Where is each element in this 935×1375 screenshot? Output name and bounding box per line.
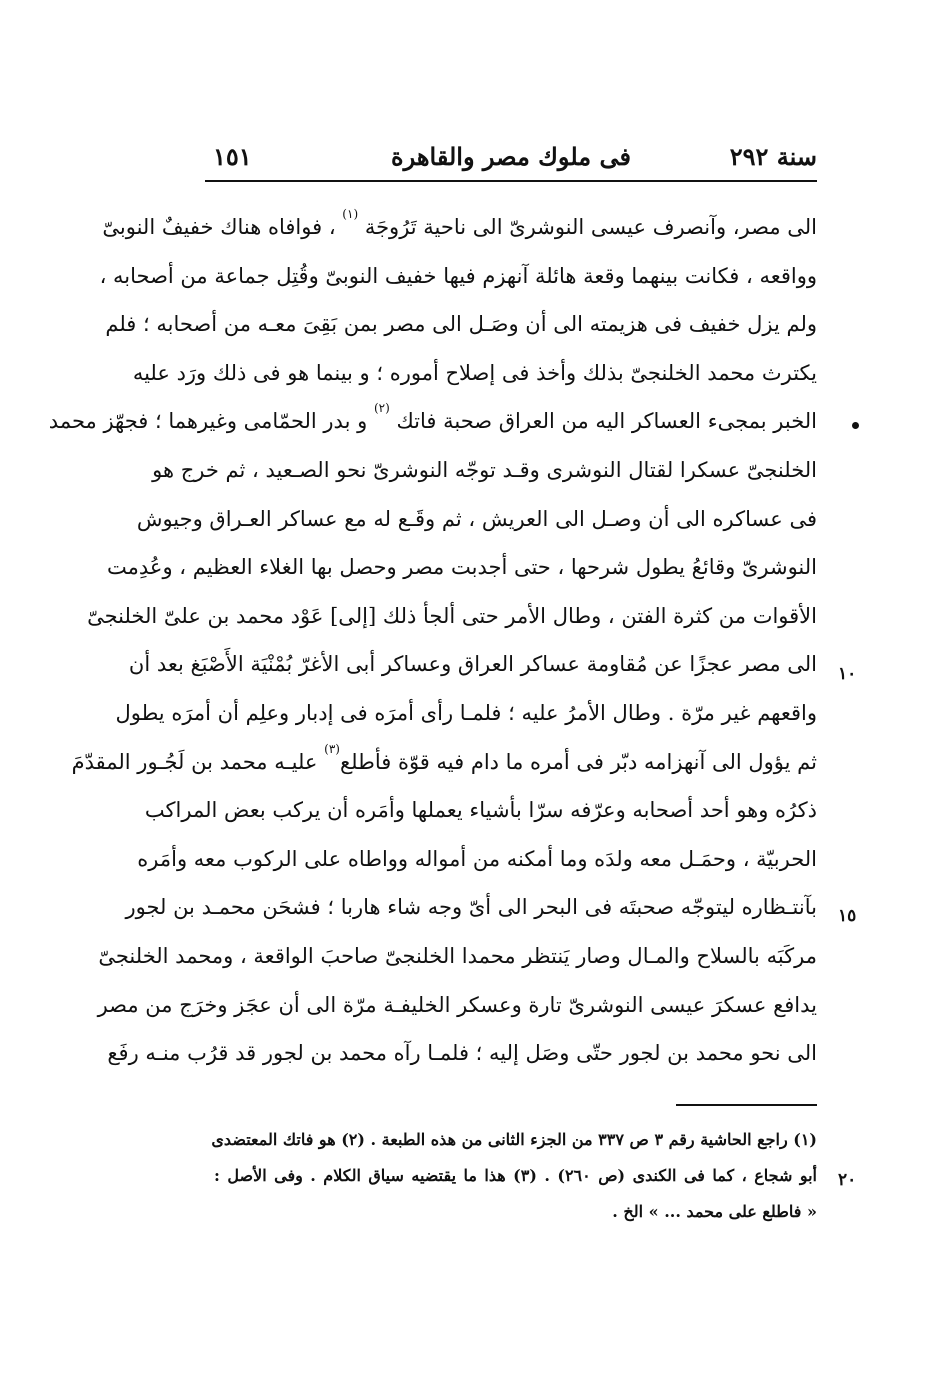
- margin-marker-5: [852, 422, 859, 429]
- footnote-line: (١) راجع الحاشية رقم ٣ ص ٣٣٧ من الجزء الثانى من هذه الطبعة . (٢) هو فاتك المعتضدى: [211, 1130, 817, 1149]
- text-line: الحربيّة ، وحمَـل معه ولدَه وما أمكنه من أمواله وواطاه على الركوب معه وأمَره: [137, 846, 817, 871]
- text-line: بآنتـظاره ليتوجّه صحبتَه فى البحر الى أىّ وجه شاء هاربا ؛ فشحَن محمـد بن لجور: [125, 895, 817, 920]
- text-line: الأقوات من كثرة الفتن ، وطال الأمر حتى ألجأ ذلك [إلى] عَوْد محمد بن علىّ الخلنجىّ: [87, 603, 817, 628]
- page-number: ١٥١: [213, 142, 252, 171]
- text-line: وواقعه ، فكانت بينهما وقعة هائلة آنهزم فيها خفيف النوبىّ وقُتِل جماعة من أصحابه ،: [99, 263, 817, 288]
- text-line: يدافع عسكرَ عيسى النوشرىّ تارة وعسكر الخليفـة مرّة الى أن عجَز وخرَج من مصر: [97, 992, 817, 1017]
- text-line: النوشرىّ وقائعُ يطول شرحها ، حتى أجدبت مصر وحصل بها الغلاء العظيم ، وعُدِمت: [107, 555, 817, 580]
- text-line: ولم يزل خفيف فى هزيمته الى أن وصَـل الى مصر بمن بَقِىَ معـه من أصحابه ؛ فلم: [105, 312, 817, 337]
- text-line: يكترث محمد الخلنجىّ بذلك وأخذ فى إصلاح أموره ؛ و بينما هو فى ذلك ورَد عليه: [132, 360, 817, 385]
- text-line: مركَبَه بالسلاح والمـال وصار يَنتظر محمدا الخلنجىّ صاحبَ الواقعة ، ومحمد الخلنجىّ: [98, 943, 817, 968]
- header-title: فى ملوك مصر والقاهرة: [391, 142, 631, 171]
- text-line: ذكرُه وهو أحد أصحابه وعرّفه سرّا بأشياء يعملها وأمَره أن يركب بعض المراكب: [144, 798, 817, 823]
- header-year: سنة ٢٩٢: [729, 142, 817, 171]
- footnote-line: أبو شجاع ، كما فى الكندى (ص ٢٦٠) . (٣) هذا ما يقتضيه سياق الكلام . وفى الأصل :: [214, 1166, 817, 1185]
- footnote-ref-2: (٢): [373, 401, 390, 416]
- footnote-rule: [676, 1104, 817, 1106]
- footnotes: [211, 1122, 817, 1230]
- footnote-ref-3: (٣): [324, 741, 340, 756]
- text-line: الخبر بمجىء العساكر اليه من العراق صحبة فاتك $^{(٢)}$ و بدر الحمّامى وغيرهما ؛ فجهّز محمد: [48, 401, 817, 434]
- line-number-10: ١٠: [838, 664, 857, 684]
- line-number-20: ٢٠: [838, 1170, 857, 1190]
- line-number-15: ١٥: [838, 906, 857, 926]
- main-text: [48, 203, 817, 1078]
- text-line: الى مصر، وآنصرف عيسى النوشرىّ الى ناحية تَرُوجَة $^{(١)}$ ، فوافاه هناك خفيفٌ النوبىّ: [102, 207, 817, 239]
- footnote-line: « فاطلع على محمد ... » الخ .: [612, 1202, 817, 1221]
- text-line: واقعهم غير مرّة . وطال الأمرُ عليه ؛ فلمـا رأى أمرَه فى إدبار وعلِم أن أمرَه يطول: [115, 700, 817, 725]
- text-line: الى نحو محمد بن لجور حتّى وصَل إليه ؛ فلمـا رآه محمد بن لجور قد قرُب منـه رفَع: [107, 1041, 817, 1066]
- text-line: فى عساكره الى أن وصـل الى العريش ، ثم وقَـع له مع عساكر العـراق وجيوش: [136, 506, 817, 531]
- text-line: الخلنجىّ عسكرا لقتال النوشرى وقـد توجّه النوشرىّ نحو الصـعيد ، ثم خرج هو: [152, 457, 817, 482]
- header-rule: [205, 180, 817, 182]
- text-line: الى مصر عجزًا عن مُقاومة عساكر العراق وعساكر أبى الأغرّ بُمْنْيَة الأَصْبَغ بعد أن: [128, 652, 817, 677]
- text-line: ثم يؤول الى آنهزامه دبّر فى أمره ما دام فيه قوّة فأطلع$^{(٣)}$ عليـه محمد بن لَجُـور المقدّمَ: [71, 741, 817, 774]
- running-header: [205, 142, 817, 178]
- footnote-ref-1: (١): [342, 207, 359, 221]
